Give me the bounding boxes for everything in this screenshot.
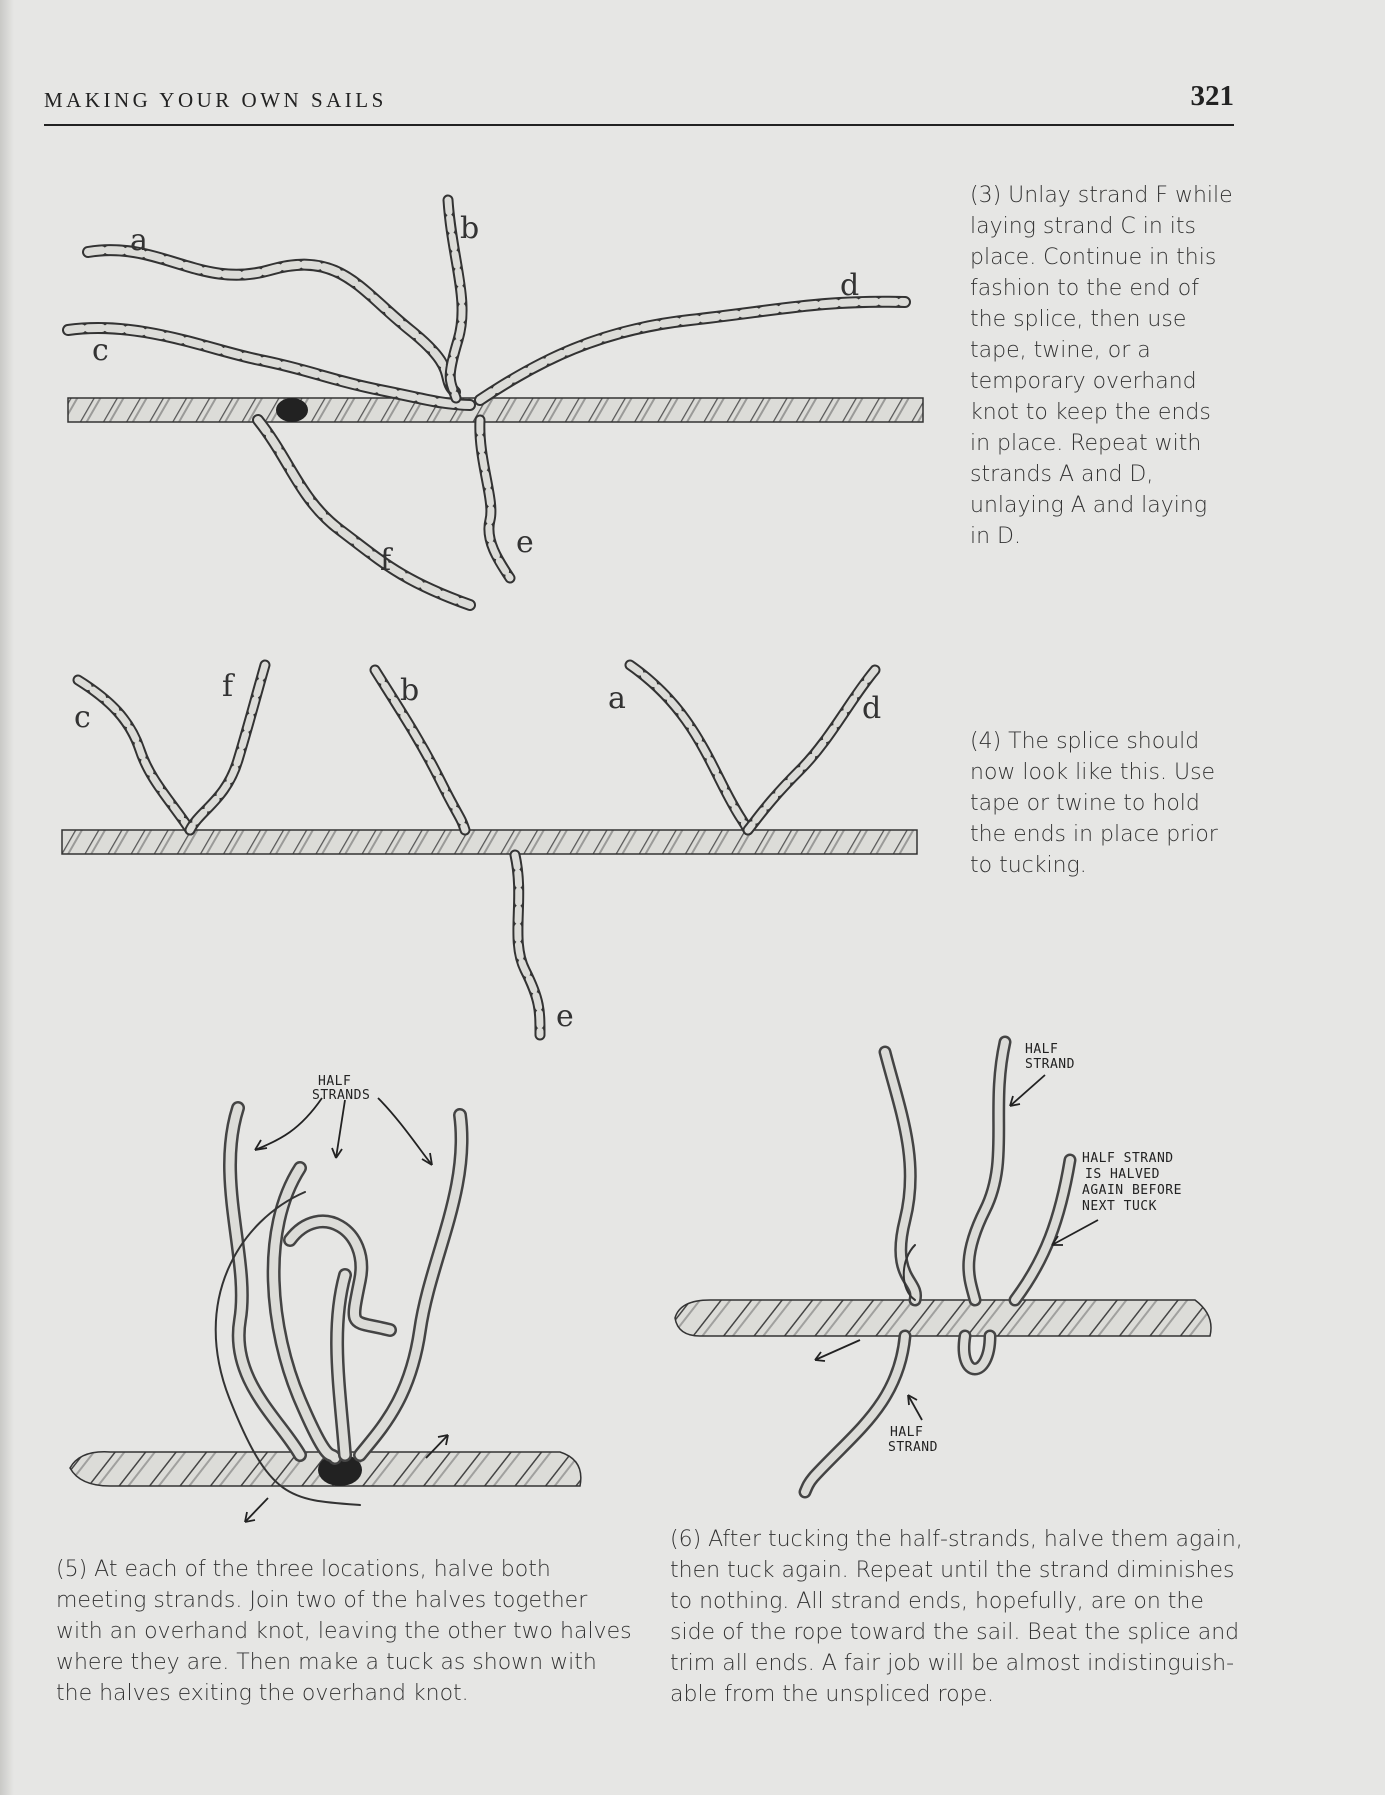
- fig4-label-f: f: [222, 669, 234, 704]
- fig3-label-d: d: [840, 268, 860, 303]
- running-head: MAKING YOUR OWN SAILS: [44, 88, 387, 112]
- figure-6-caption: (6) After tucking the half-strands, halve them again, then tuck again. Repeat until the strand diminishes to nothing. All strand ends, hopefully, are on the side of the rope toward the sail. Beat the splice and trim all ends. A fair job will be almost indistinguish- able from the unspliced rope.: [670, 1527, 1243, 1707]
- fig6-annotation-top-line2: STRAND: [1025, 1057, 1075, 1072]
- fig6-half-strands: [805, 1042, 1070, 1492]
- fig3-label-a: a: [130, 223, 148, 258]
- fig4-label-e: e: [556, 999, 574, 1034]
- fig4-label-b: b: [400, 673, 420, 708]
- fig6-annotation-right-line1: HALF STRAND: [1082, 1151, 1174, 1166]
- fig6-annotation-bottom-line1: HALF: [890, 1425, 924, 1440]
- fig6-annotation-top-line1: HALF: [1025, 1042, 1059, 1057]
- fig4-label-c: c: [74, 700, 91, 735]
- figure-5-caption: (5) At each of the three locations, halve both meeting strands. Join two of the halves together with an overhand knot, leaving the other two halves where they are. Then make a tuck as shown with the halves exiting the overhand knot.: [56, 1557, 632, 1706]
- figure-4-caption: (4) The splice should now look like this. Use tape or twine to hold the ends in place prior to tucking.: [970, 729, 1218, 878]
- fig6-annotation-bottom-line2: STRAND: [888, 1440, 938, 1455]
- fig4-label-d: d: [862, 691, 882, 726]
- page-number: 321: [1190, 80, 1234, 112]
- fig3-label-b: b: [460, 211, 480, 246]
- fig6-pointer-arrows: [815, 1075, 1098, 1420]
- fig6-annotation-right-line4: NEXT TUCK: [1082, 1199, 1157, 1214]
- fig6-annotation-right-line2: IS HALVED: [1085, 1167, 1160, 1182]
- fig5-annotation-line2: STRANDS: [312, 1088, 371, 1103]
- fig4-label-a: a: [608, 681, 626, 716]
- fig5-annotation-line1: HALF: [318, 1074, 352, 1089]
- fig6-main-rope: [675, 1300, 1211, 1336]
- fig3-label-f: f: [380, 543, 392, 578]
- figure-3-caption: (3) Unlay strand F while laying strand C in its place. Continue in this fashion to the end of the splice, then use tape, twine, or a temporary overhand knot to keep the ends in place. Repeat with strands A and D, unlaying A and laying in D.: [970, 183, 1233, 549]
- fig3-label-e: e: [516, 525, 534, 560]
- fig3-label-c: c: [92, 333, 109, 368]
- fig5-half-strands: [216, 1108, 462, 1505]
- fig3-main-rope: [68, 398, 923, 422]
- fig6-annotation-right-line3: AGAIN BEFORE: [1082, 1183, 1182, 1198]
